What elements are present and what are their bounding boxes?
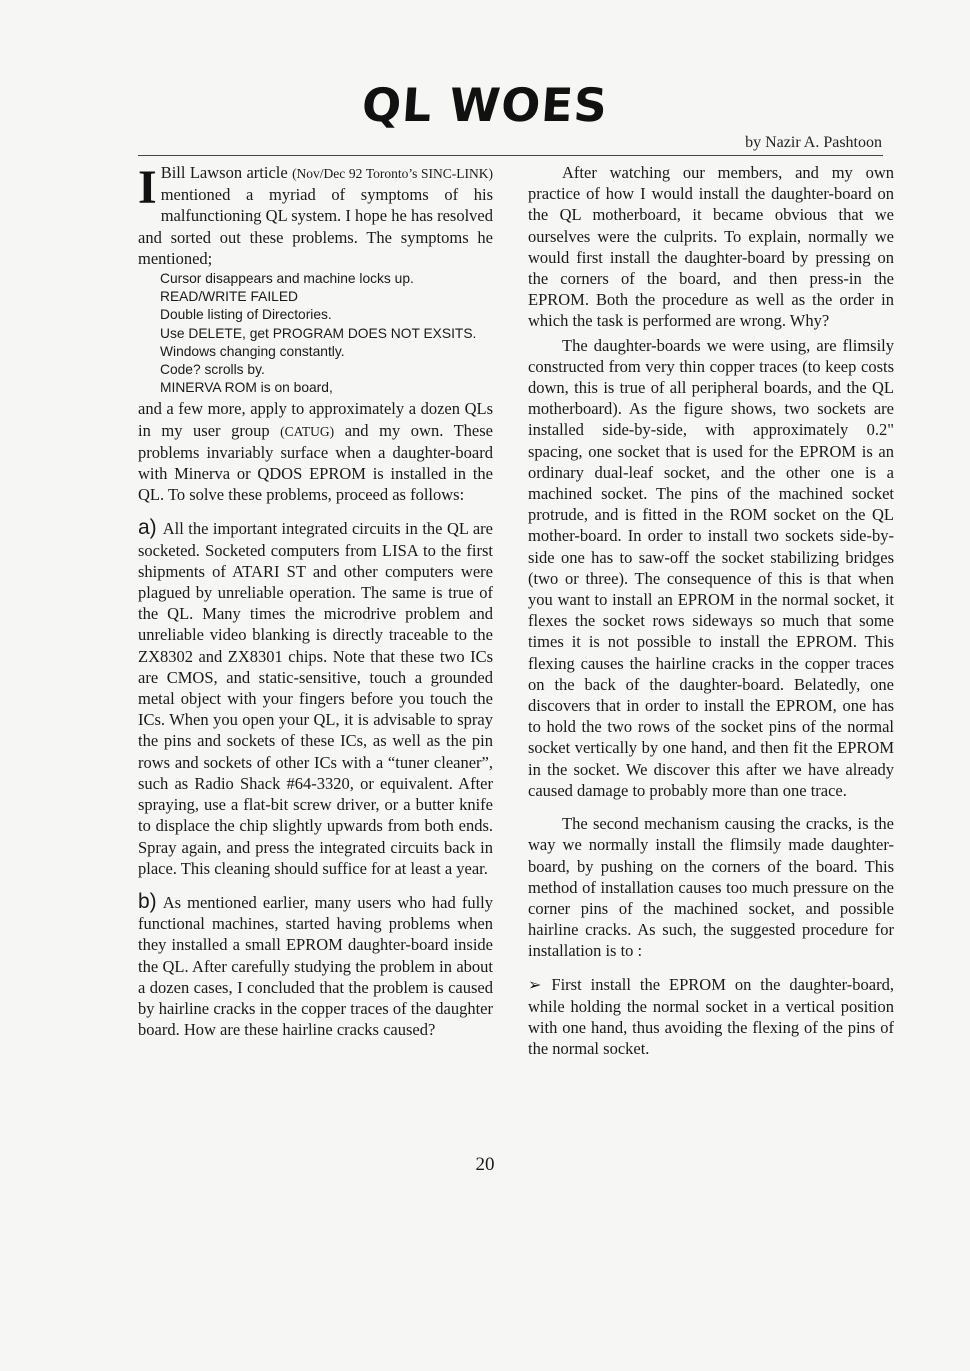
- bullet-text: First install the EPROM on the daughter-board, while holding the normal socket in a vertical position with one hand, thus avoiding the flexing of the pins of the normal socket.: [528, 974, 894, 1059]
- drop-cap: I: [138, 161, 157, 214]
- intro-text-a: Bill Lawson article: [160, 163, 293, 182]
- paragraph-daughter-boards: The daughter-boards we were using, are flimsily constructed from very thin copper traces (to keep costs down, this is true of all peripheral boards, and the QL motherboard). As the figure shows, two sockets are installed side-by-side, with approximately 0.2" spacing, one socket that is used for the EPROM is an ordinary dual-leaf socket, and the other one is a machined socket. The pins of the machined socket protrude, and is fitted in the ROM socket on the QL mother-board. In order to install two sockets side-by-side one has to saw-off the socket stabilizing bridges (two or three). The consequence of this is that when you want to install an EPROM in the normal socket, it flexes the socket rows sideways so much that some times it is not possible to install the EPROM. This flexing causes the hairline cracks in the copper traces on the back of the daughter-board. Belatedly, one discovers that in order to install the EPROM, one has to hold the two rows of the socket pins of the normal socket vertically by one hand, and then fit the EPROM in the socket. We discover this after we have already caused damage to probably more than one trace.: [528, 335, 894, 800]
- intro-source: (Nov/Dec 92 Toronto’s SINC-LINK): [292, 166, 493, 181]
- section-b-paragraph: [138, 891, 493, 1040]
- symptom-item: Windows changing constantly.: [160, 343, 345, 359]
- section-a-label: a): [138, 516, 157, 540]
- after-text-a: and a few more, apply to approximately a dozen QLs in my user group: [138, 399, 493, 440]
- section-b-label: b): [138, 889, 157, 913]
- header-rule: [138, 155, 883, 156]
- right-column: [528, 162, 894, 1059]
- author-byline: by Nazir A. Pashtoon: [745, 134, 882, 151]
- symptom-item: READ/WRITE FAILED: [160, 289, 298, 305]
- symptom-item: Double listing of Directories.: [160, 307, 332, 323]
- section-a-text: All the important integrated circuits in the QL are socketed. Socketed computers from LISA to the first shipments of ATARI ST and other computers were plagued by unreliable operation. The same is true of the QL. Many times the microdrive problem and unreliable video blanking is directly traceable to the ZX8302 and ZX8301 chips. Note that these two ICs are CMOS, and static-sensitive, touch a grounded metal object with your fingers before you touch the ICs. When you open your QL, it is advisable to spray the pins and sockets of these ICs, as well as the pin rows and sockets of other ICs with a “tuner cleaner”, such as Radio Shack #64-3320, or equivalent. After spraying, use a flat-bit screw driver, or a butter knife to displace the chip slightly upwards from both ends. Spray again, and press the integrated circuits back in place. This cleaning should suffice for at least a year.: [138, 519, 493, 878]
- symptom-item: Code? scrolls by.: [160, 362, 265, 378]
- user-group-name: (CATUG): [280, 423, 335, 439]
- section-b-text: As mentioned earlier, many users who had fully functional machines, started having problems when they installed a small EPROM daughter-board inside the QL. After carefully studying the problem in about a dozen cases, I concluded that the problem is caused by hairline cracks in the copper traces of the daughter board. How are these hairline cracks caused?: [138, 892, 493, 1040]
- symptom-item: Cursor disappears and machine locks up.: [160, 271, 414, 287]
- left-column: [138, 162, 493, 1040]
- after-symptoms-paragraph: [138, 398, 493, 505]
- symptom-item: Use DELETE, get PROGRAM DOES NOT EXSITS.: [160, 325, 477, 341]
- arrow-bullet-icon: ➢: [528, 976, 542, 994]
- intro-paragraph: [138, 162, 493, 269]
- article-title: QL WOES: [360, 78, 610, 132]
- section-a-paragraph: [138, 517, 493, 878]
- symptom-item: MINERVA ROM is on board,: [160, 380, 333, 396]
- page-number: 20: [475, 1154, 495, 1175]
- after-text-b: and my own. These problems invariably surface when a daughter-board with Minerva or QDOS EPROM is installed in the QL. To solve these problems, proceed as follows:: [138, 420, 493, 505]
- paragraph-culprits: After watching our members, and my own practice of how I would install the daughter-board on the QL motherboard, it became obvious that we ourselves were the culprits. To explain, normally we would first install the daughter-board by pressing on the corners of the board, and then press-in the EPROM. Both the procedure as well as the order in which the task is performed are wrong. Why?: [528, 163, 894, 331]
- symptom-list: [160, 270, 493, 397]
- intro-text-b: mentioned a myriad of symptoms of his malfunctioning QL system. I hope he has resolved and sorted out these problems. The symptoms he mentioned;: [138, 185, 493, 268]
- bullet-item: [528, 974, 894, 1060]
- paragraph-second-mechanism: The second mechanism causing the cracks, is the way we normally install the flimsily made daughter-board, by pushing on the corners of the board. This method of installation causes too much pressure on the corner pins of the machined socket, and possible hairline cracks. As such, the suggested procedure for installation is to :: [528, 814, 894, 961]
